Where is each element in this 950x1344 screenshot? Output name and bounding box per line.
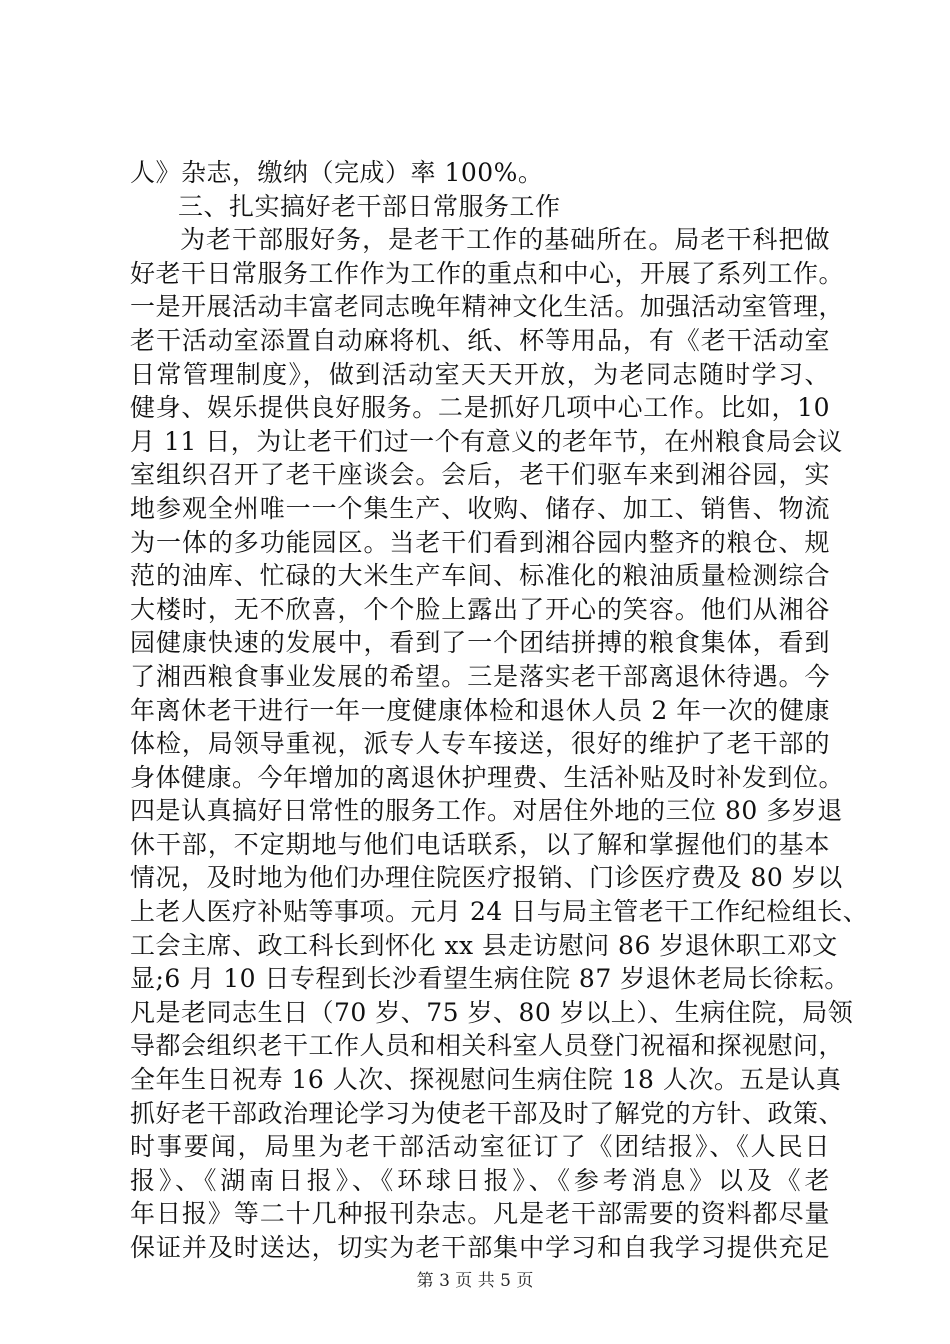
text-line: 保证并及时送达，切实为老干部集中学习和自我学习提供充足 (130, 1233, 830, 1262)
text-line: 上老人医疗补贴等事项。元月 24 日与局主管老干工作纪检组长、 (130, 897, 869, 927)
text-line: 为一体的多功能园区。当老干们看到湘谷园内整齐的粮仓、规 (130, 527, 830, 557)
text-line: 月 11 日，为让老干们过一个有意义的老年节，在州粮食局会议 (130, 426, 843, 456)
text-line: 显;6 月 10 日专程到长沙看望生病住院 87 岁退休老局长徐耘。 (130, 964, 850, 994)
text-line: 身体健康。今年增加的离退休护理费、生活补贴及时补发到位。 (130, 762, 845, 792)
text-line: 地参观全州唯一一个集生产、收购、储存、加工、销售、物流 (130, 493, 830, 523)
text-line: 时事要闻，局里为老干部活动室征订了《团结报》、《人民日 (130, 1132, 830, 1162)
text-line: 大楼时，无不欣喜，个个脸上露出了开心的笑容。他们从湘谷 (130, 594, 830, 624)
text-line: 室组织召开了老干座谈会。会后，老干们驱车来到湘谷园，实 (130, 460, 830, 490)
text-line: 凡是老同志生日（70 岁、75 岁、80 岁以上）、生病住院，局领 (130, 997, 854, 1027)
text-line: 范的油库、忙碌的大米生产车间、标准化的粮油质量检测综合 (130, 561, 830, 591)
text-line: 日常管理制度》，做到活动室天天开放，为老同志随时学习、 (130, 359, 830, 389)
text-line: 人》杂志，缴纳（完成）率 100%。 (130, 158, 544, 187)
text-line: 休干部，不定期地与他们电话联系，以了解和掌握他们的基本 (130, 829, 830, 859)
text-line: 全年生日祝寿 16 人次、探视慰问生病住院 18 人次。五是认真 (130, 1065, 842, 1095)
text-line: 老干活动室添置自动麻将机、纸、杯等用品，有《老干活动室 (130, 325, 830, 355)
text-line: 工会主席、政工科长到怀化 xx 县走访慰问 86 岁退休职工邓文 (130, 930, 838, 960)
text-line: 健身、娱乐提供良好服务。二是抓好几项中心工作。比如，10 (130, 393, 830, 423)
text-line: 抓好老干部政治理论学习为使老干部及时了解党的方针、政策、 (130, 1098, 845, 1128)
text-line: 体检，局领导重视，派专人专车接送，很好的维护了老干部的 (130, 729, 830, 759)
text-line: 园健康快速的发展中，看到了一个团结拼搏的粮食集体，看到 (130, 628, 830, 658)
section-heading: 三、扎实搞好老干部日常服务工作 (178, 191, 561, 221)
text-line: 了湘西粮食事业发展的希望。三是落实老干部离退休待遇。今 (130, 661, 830, 691)
text-line: 情况，及时地为他们办理住院医疗报销、门诊医疗费及 80 岁以 (130, 863, 843, 893)
text-line: 为老干部服好务，是老干工作的基础所在。局老干科把做 (180, 225, 830, 255)
text-line: 好老干日常服务工作作为工作的重点和中心，开展了系列工作。 (130, 258, 845, 288)
text-line: 年离休老干进行一年一度健康体检和退休人员 2 年一次的健康 (130, 695, 830, 725)
text-line: 四是认真搞好日常性的服务工作。对居住外地的三位 80 多岁退 (130, 796, 843, 826)
document-body (130, 156, 869, 1265)
text-line: 报》、《湖南日报》、《环球日报》、《参考消息》以及《老 (130, 1165, 830, 1195)
text-line: 一是开展活动丰富老同志晚年精神文化生活。加强活动室管理， (130, 292, 845, 322)
page-number-footer: 第 3 页 共 5 页 (416, 1271, 534, 1291)
text-line: 导都会组织老干工作人员和相关科室人员登门祝福和探视慰问， (130, 1031, 845, 1061)
text-line: 年日报》等二十几种报刊杂志。凡是老干部需要的资料都尽量 (130, 1199, 830, 1229)
